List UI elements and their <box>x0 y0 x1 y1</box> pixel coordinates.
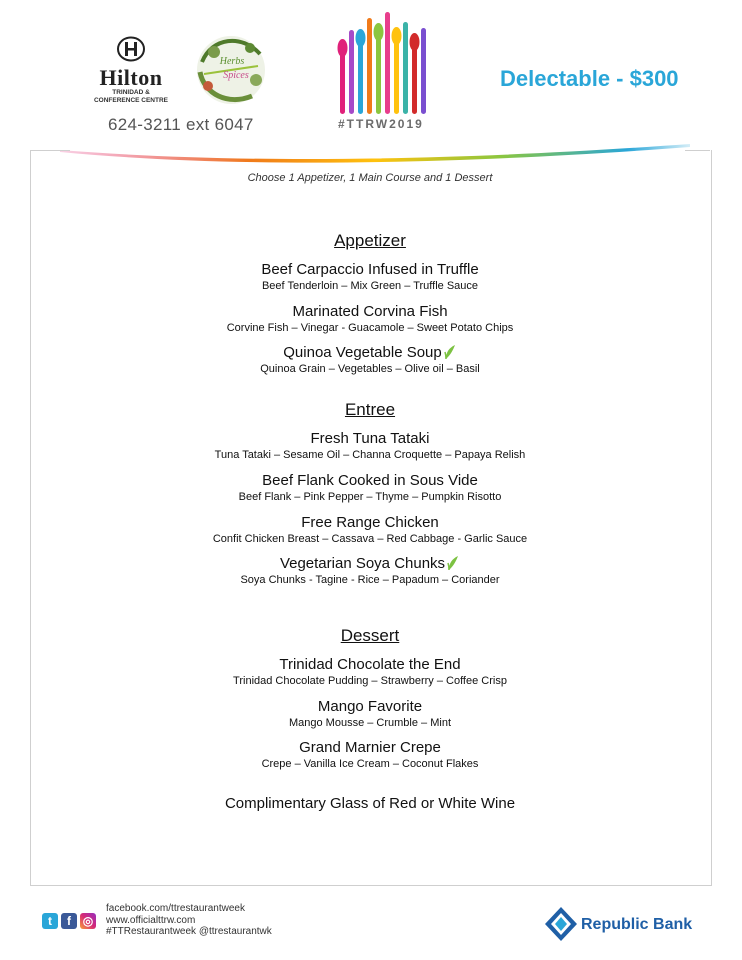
republic-bank-name: Republic Bank <box>581 916 693 933</box>
facebook-link[interactable]: facebook.com/ttrestaurantweek <box>106 903 245 914</box>
section-title-appetizer: Appetizer <box>334 231 406 250</box>
dish-item <box>30 261 710 293</box>
dish-name: Vegetarian Soya Chunks <box>279 555 446 572</box>
herbs-and-spices-logo <box>192 32 270 108</box>
herbs-logo-line2: Spices <box>223 70 249 81</box>
dish-description: Corvine Fish – Vinegar - Guacamole – Sweet Potato Chips <box>226 322 514 334</box>
section-title-dessert: Dessert <box>340 626 400 645</box>
dish-description: Crepe – Vanilla Ice Cream – Coconut Flakes <box>261 758 479 770</box>
dish-name: Marinated Corvina Fish <box>292 303 448 320</box>
dish-name-row <box>30 344 710 362</box>
dish-item <box>30 303 710 335</box>
dish-name: Free Range Chicken <box>301 514 439 531</box>
footer <box>0 895 742 960</box>
dish-description: Tuna Tataki – Sesame Oil – Channa Croquette – Papaya Relish <box>214 449 526 461</box>
twitter-icon[interactable]: t <box>42 913 58 929</box>
dish-name: Beef Carpaccio Infused in Truffle <box>261 261 479 278</box>
hilton-logo <box>86 36 176 105</box>
republic-bank-logo <box>545 905 705 945</box>
menu-frame-top-right <box>685 150 710 151</box>
republic-bank-emblem-icon <box>545 907 577 941</box>
price-title: Delectable - $300 <box>500 66 679 91</box>
social-icons <box>42 912 99 932</box>
dish-description: Trinidad Chocolate Pudding – Strawberry – Coffee Crisp <box>233 675 507 687</box>
hashtags-text: #TTRestaurantweek @ttrestaurantwk <box>106 926 272 937</box>
header <box>0 0 742 170</box>
dish-item <box>30 344 710 376</box>
dish-description: Beef Flank – Pink Pepper – Thyme – Pumpkin Risotto <box>238 491 502 503</box>
dish-name: Quinoa Vegetable Soup <box>283 344 442 361</box>
herbs-logo-line1: Herbs <box>219 56 245 67</box>
facebook-icon[interactable]: f <box>61 913 77 929</box>
vegetarian-leaf-icon <box>443 344 457 360</box>
footer-links <box>106 903 272 938</box>
hilton-subtitle-1: TRINIDAD & <box>112 89 150 96</box>
dish-name: Grand Marnier Crepe <box>299 739 441 756</box>
dish-name: Fresh Tuna Tataki <box>310 430 430 447</box>
dish-description: Beef Tenderloin – Mix Green – Truffle Sauce <box>261 280 479 292</box>
hilton-h-icon <box>116 36 146 62</box>
dish-description: Soya Chunks - Tagine - Rice – Papadum – Coriander <box>240 574 500 586</box>
vegetarian-leaf-icon <box>446 555 460 571</box>
dish-name: Trinidad Chocolate the End <box>279 656 461 673</box>
ttrw-hashtag: #TTRW2019 <box>338 117 424 131</box>
dish-item <box>30 656 710 688</box>
dish-name: Beef Flank Cooked in Sous Vide <box>262 472 478 489</box>
dish-description: Quinoa Grain – Vegetables – Olive oil – Basil <box>260 363 480 375</box>
phone-number: 624-3211 ext 6047 <box>108 115 254 134</box>
dish-item <box>30 430 710 462</box>
hilton-subtitle-2: CONFERENCE CENTRE <box>93 97 169 104</box>
dish-item <box>30 698 710 730</box>
dish-name: Mango Favorite <box>317 698 423 715</box>
dish-name-row <box>30 555 710 573</box>
dish-description: Mango Mousse – Crumble – Mint <box>288 717 451 729</box>
complimentary-wine: Complimentary Glass of Red or White Wine <box>224 795 516 812</box>
dish-item <box>30 514 710 546</box>
menu-instructions: Choose 1 Appetizer, 1 Main Course and 1 Dessert <box>247 172 493 184</box>
dish-item <box>30 739 710 771</box>
dish-item <box>30 555 710 587</box>
menu-frame-top-left <box>30 150 70 151</box>
dish-item <box>30 472 710 504</box>
dish-description: Confit Chicken Breast – Cassava – Red Cabbage - Garlic Sauce <box>212 533 528 545</box>
section-title-entree: Entree <box>344 400 396 419</box>
hilton-name: Hilton <box>99 65 163 90</box>
instagram-icon[interactable]: ◎ <box>80 913 96 929</box>
website-link[interactable]: www.officialttrw.com <box>106 914 196 926</box>
ttrw-cutlery-logo <box>330 8 440 134</box>
